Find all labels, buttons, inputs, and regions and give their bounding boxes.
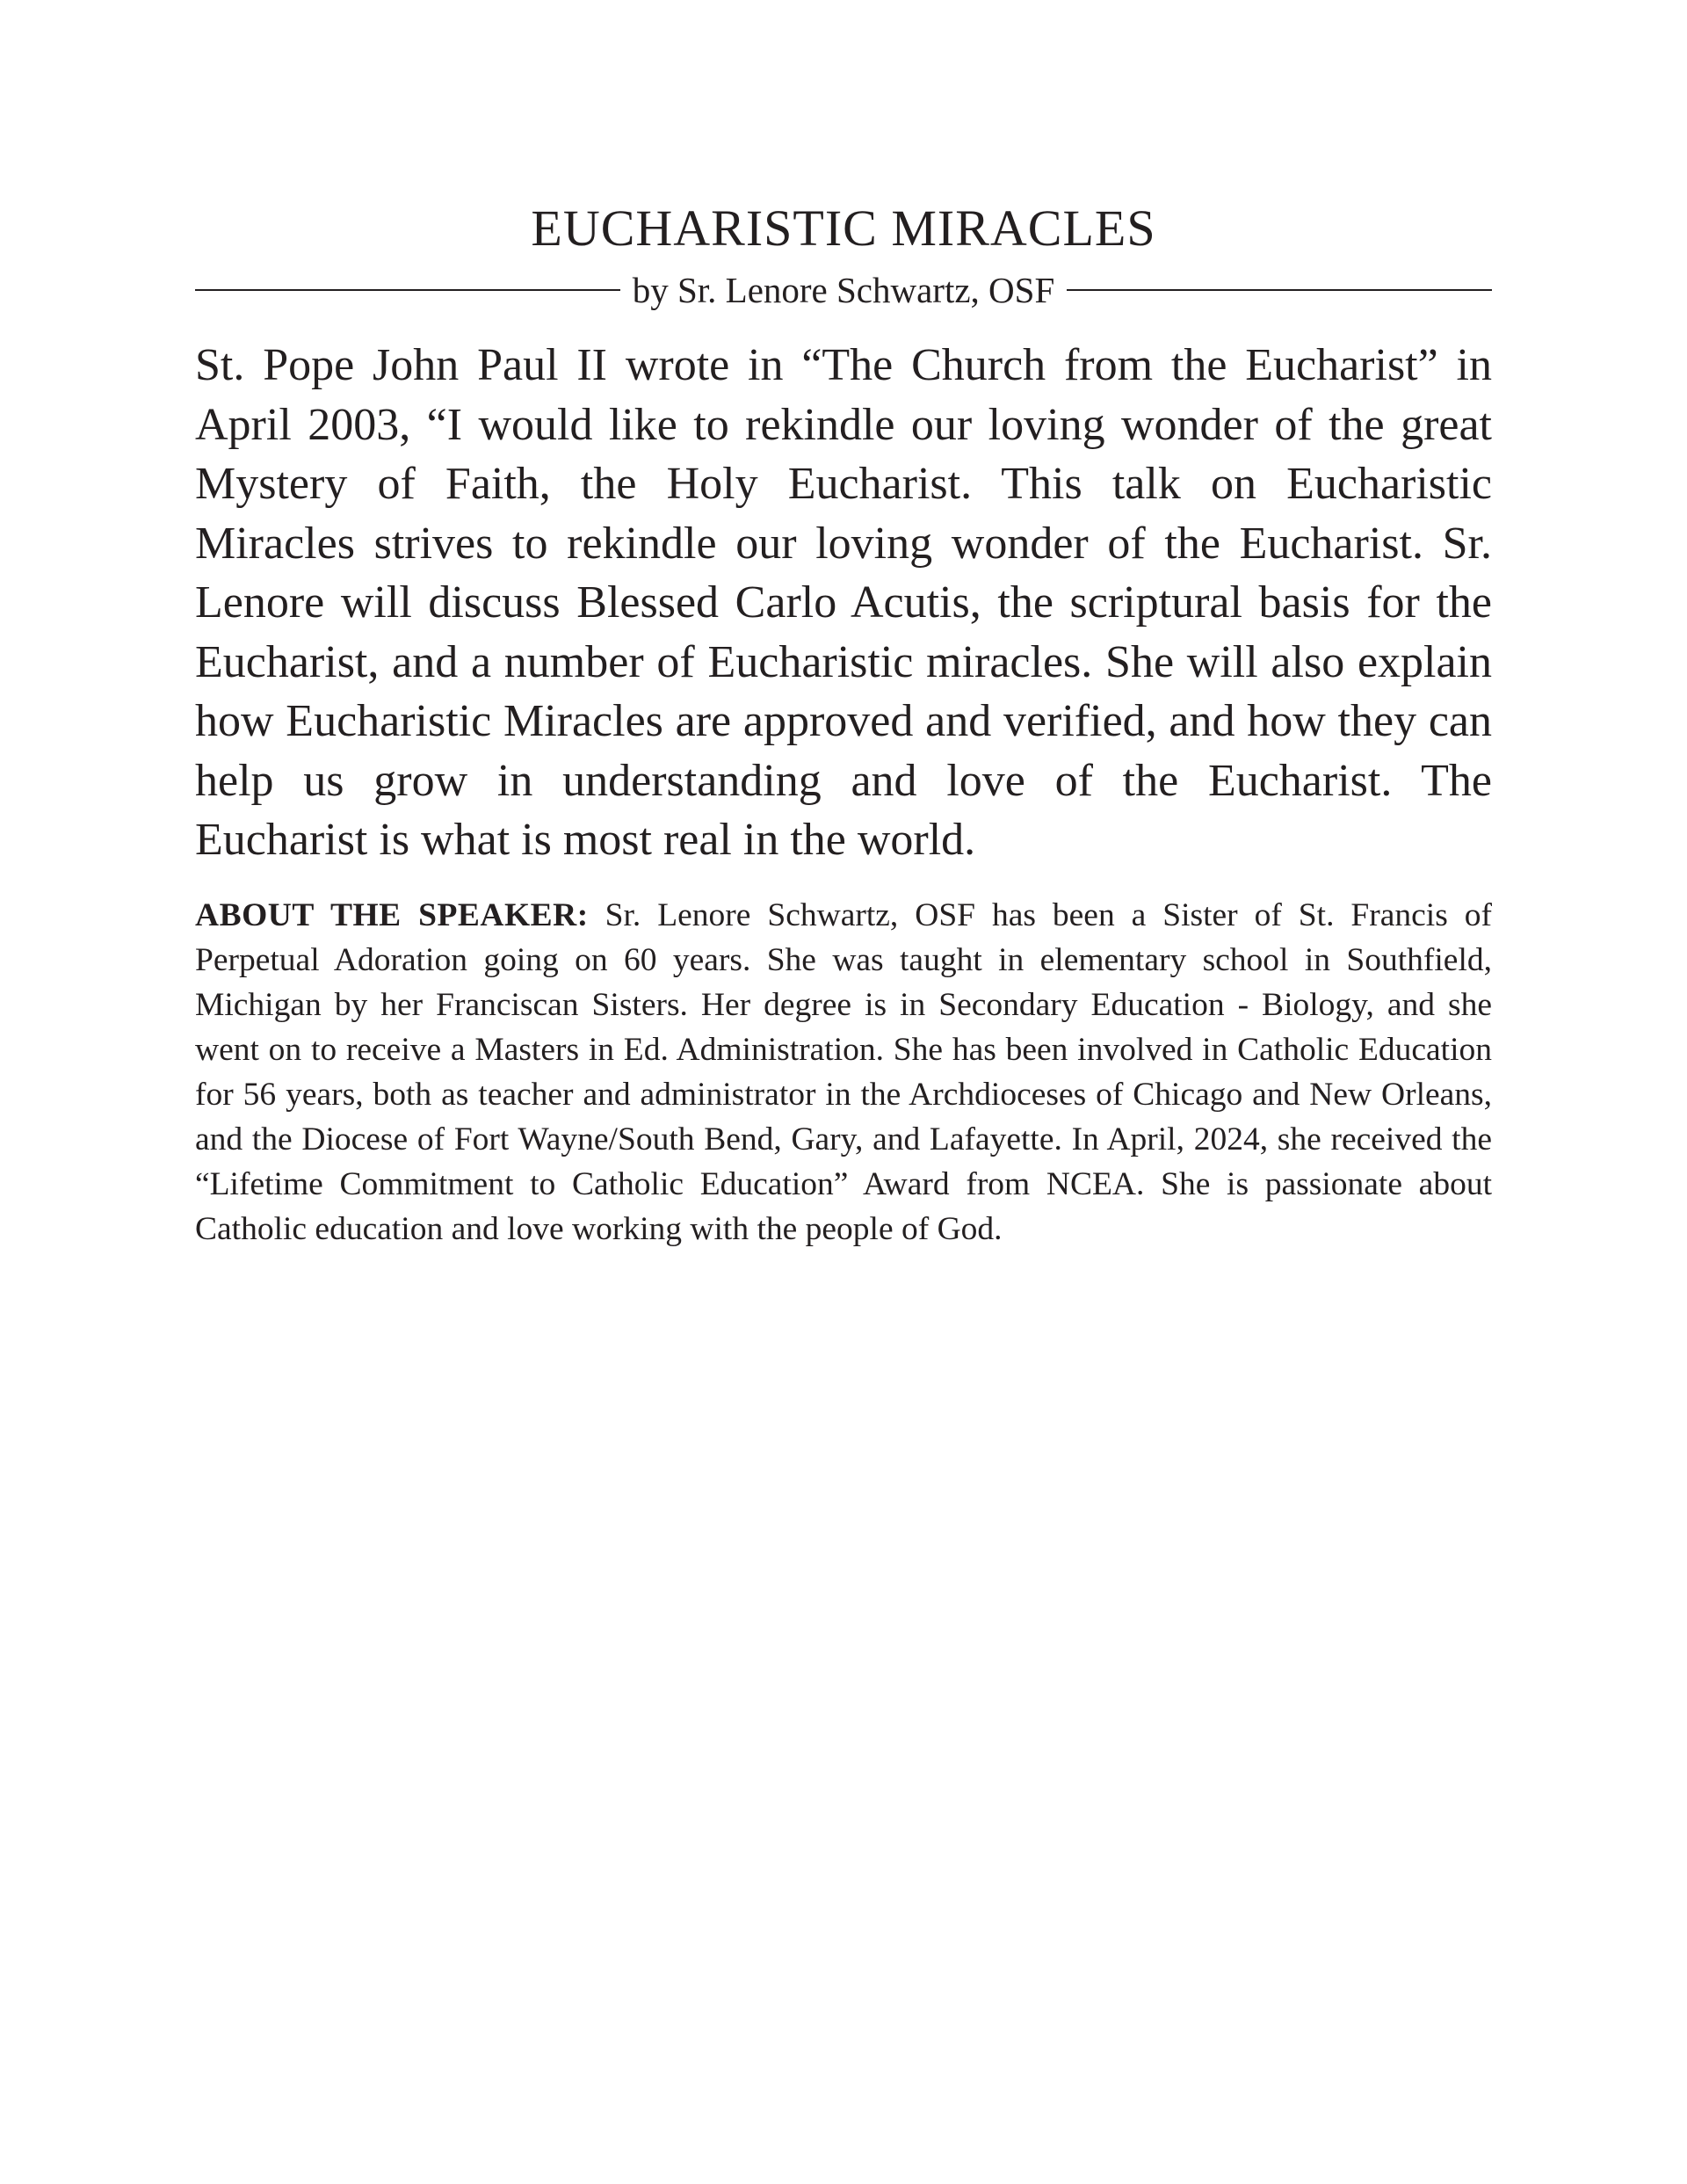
- document-title: EUCHARISTIC MIRACLES: [531, 200, 1156, 257]
- document-page: [195, 195, 1492, 1252]
- about-speaker-paragraph: [195, 893, 1492, 1252]
- right-divider: [1067, 289, 1492, 291]
- about-speaker-label: ABOUT THE SPEAKER:: [195, 896, 589, 933]
- about-speaker-text: Sr. Lenore Schwartz, OSF has been a Sister of St. Francis of Perpetual Adoration going on 60 years. She was taught in elementary school in Southfield, Michigan by her Franciscan Sisters. Her degree is in Secondary Education - Biology, and she went on to receive a Masters in Ed. Administration. She has been involved in Catholic Education for 56 years, both as teacher and administrator in the Archdioceses of Chicago and New Orleans, and the Diocese of Fort Wayne/South Bend, Gary, and Lafayette. In April, 2024, she received the “Lifetime Commitment to Catholic Education” Award from NCEA. She is passionate about Catholic education and love working with the people of God.: [195, 896, 1492, 1247]
- intro-paragraph: St. Pope John Paul II wrote in “The Church from the Eucharist” in April 2003, “I would like to rekindle our loving wonder of the great Mystery of Faith, the Holy Eucharist. This talk on Eucharistic Miracles strives to rekindle our loving wonder of the Eucharist. Sr. Lenore will discuss Blessed Carlo Acutis, the scriptural basis for the Eucharist, and a number of Eucharistic miracles. She will also explain how Eucharistic Miracles are approved and verified, and how they can help us grow in understanding and love of the Eucharist. The Eucharist is what is most real in the world.: [195, 340, 1492, 865]
- author-byline: by Sr. Lenore Schwartz, OSF: [632, 270, 1055, 310]
- byline-row: [195, 264, 1492, 316]
- left-divider: [195, 289, 620, 291]
